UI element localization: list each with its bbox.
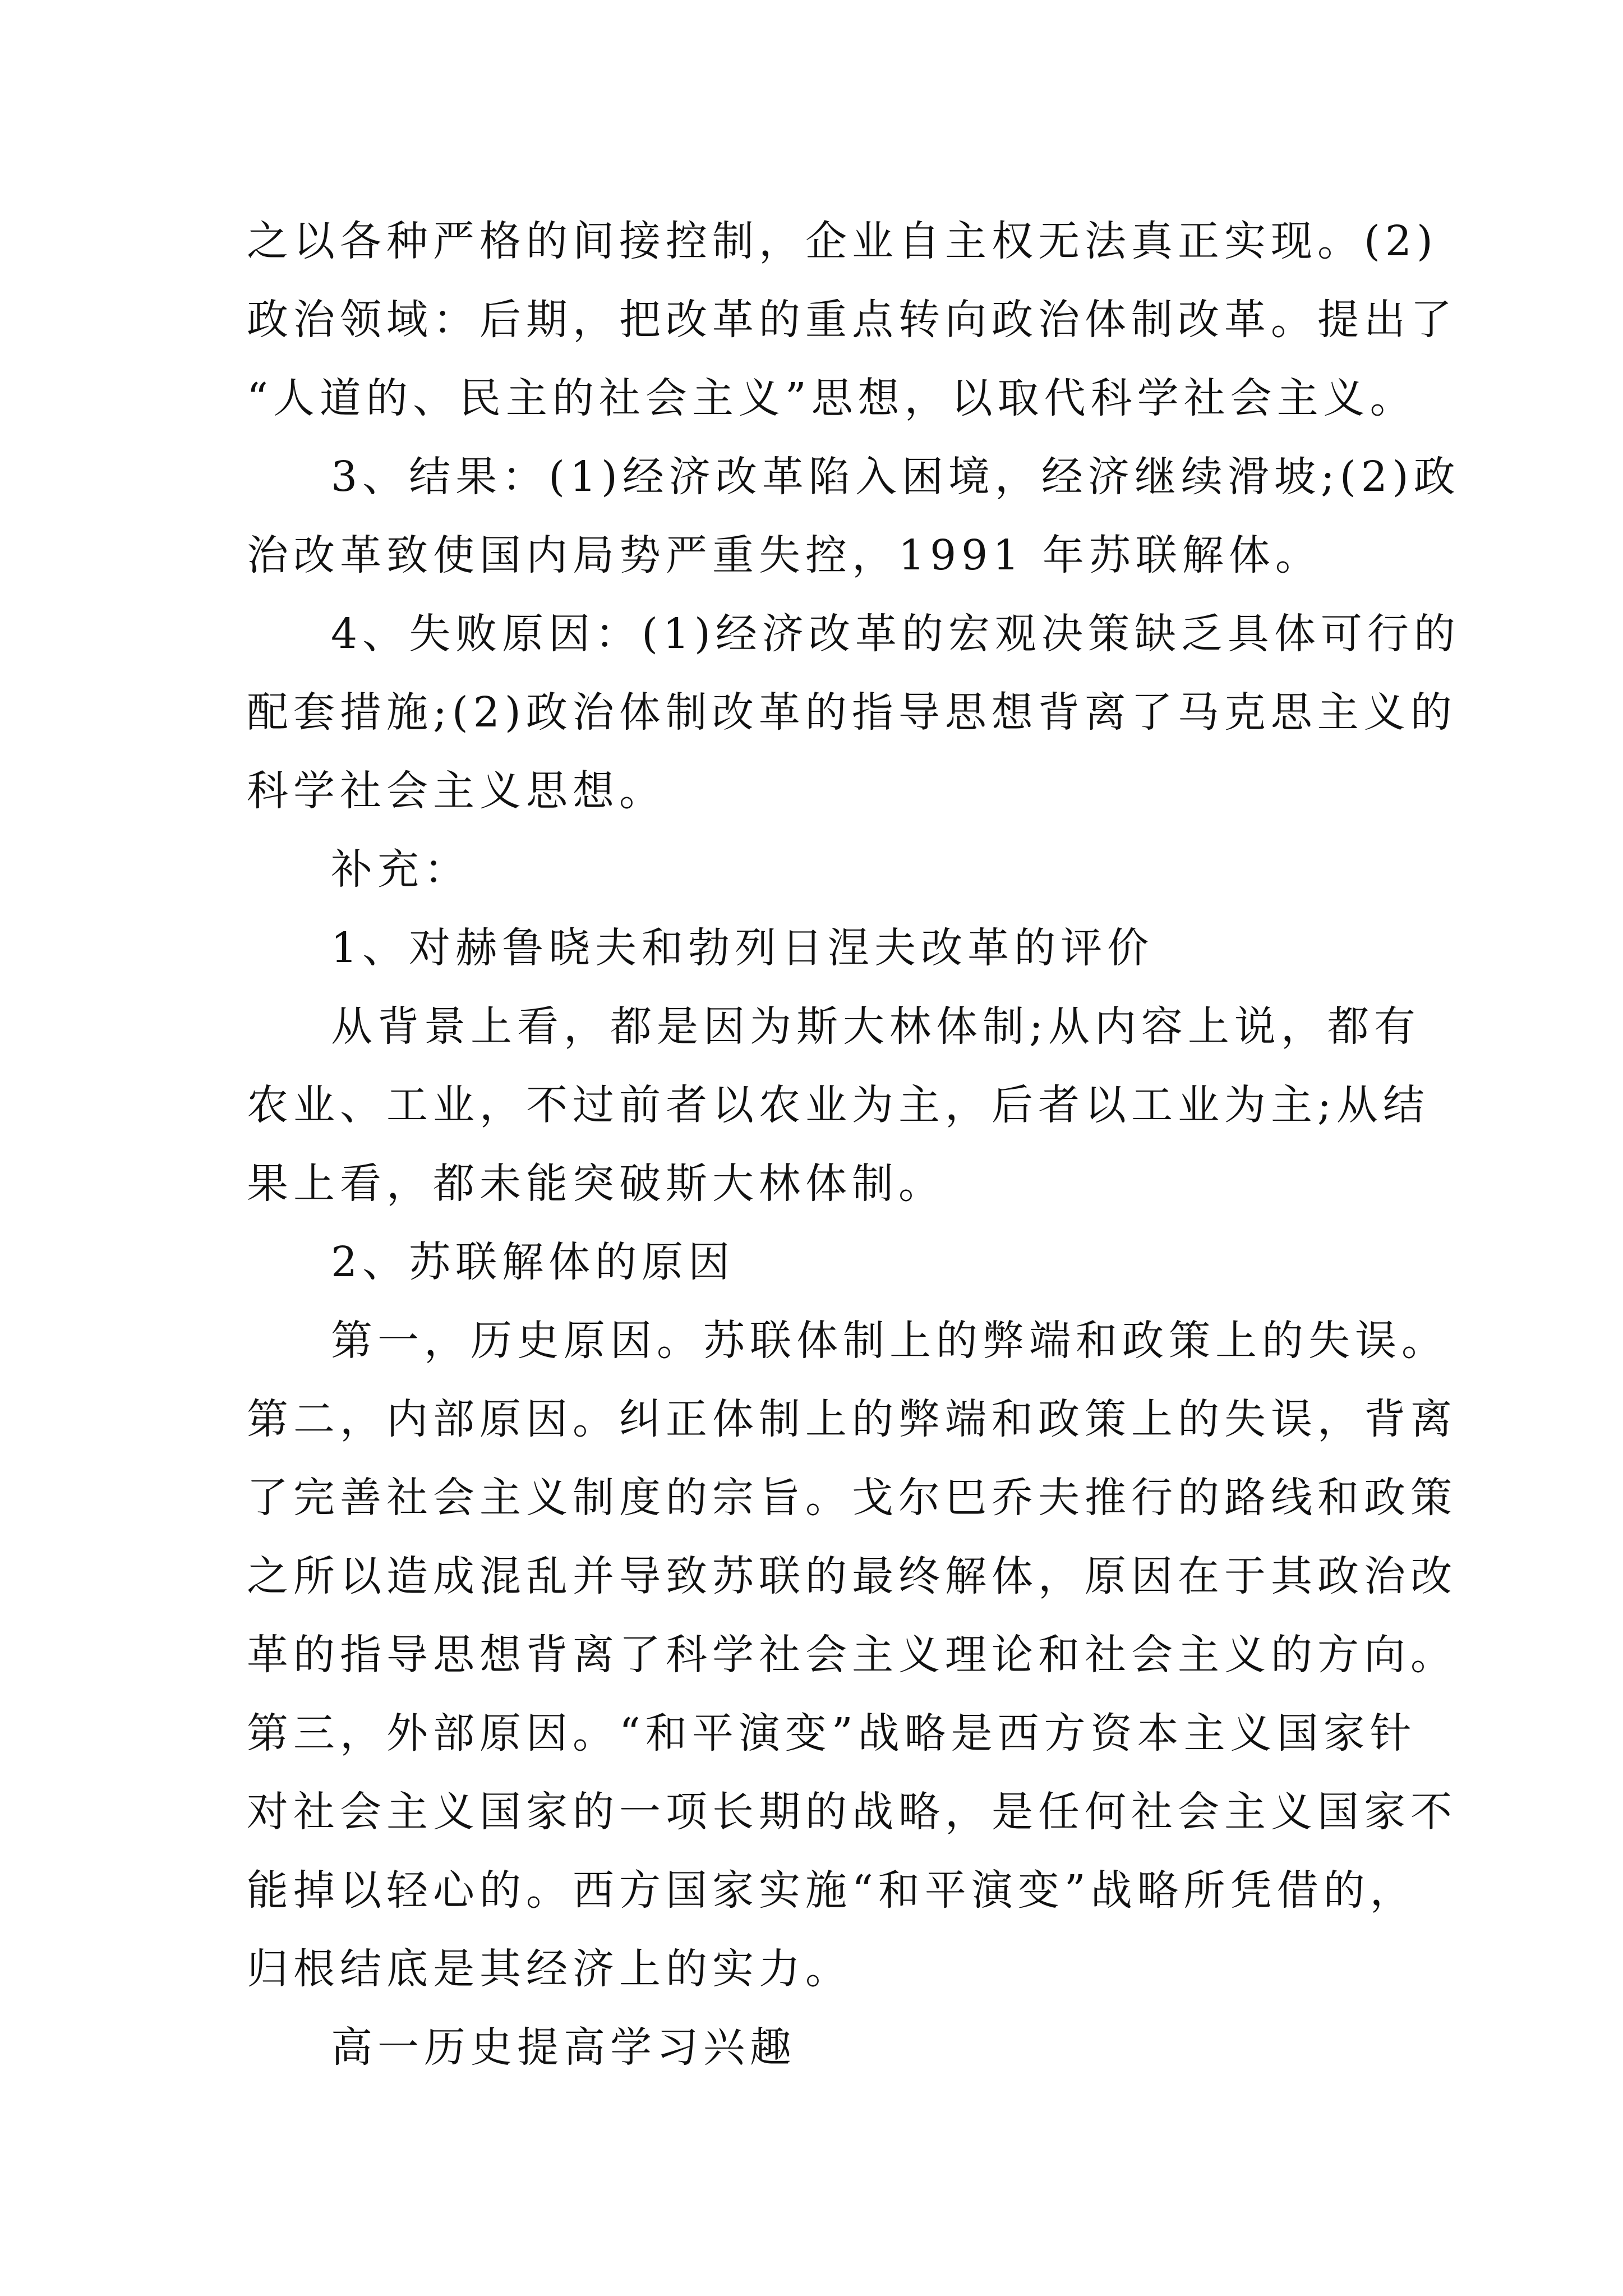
body-text-line: 农业、工业，不过前者以农业为主，后者以工业为主;从结: [247, 1081, 1430, 1129]
body-text-line: 能掉以轻心的。西方国家实施“和平演变”战略所凭借的，: [247, 1866, 1417, 1915]
result-paragraph-line: 3、结果：(1)经济改革陷入困境，经济继续滑坡;(2)政: [331, 453, 1460, 501]
failure-reason-line: 配套措施;(2)政治体制改革的指导思想背离了马克思主义的: [247, 688, 1457, 737]
body-text-line: 了完善社会主义制度的宗旨。戈尔巴乔夫推行的路线和政策: [247, 1474, 1457, 1522]
body-text-line: 归根结底是其经济上的实力。: [247, 1945, 852, 1993]
body-text-line: “人道的、民主的社会主义”思想，以取代科学社会主义。: [247, 374, 1417, 422]
failure-reason-line: 4、失败原因：(1)经济改革的宏观决策缺乏具体可行的: [331, 610, 1460, 658]
body-text-line: 之以各种严格的间接控制，企业自主权无法真正实现。(2): [247, 217, 1438, 265]
failure-reason-line: 科学社会主义思想。: [247, 767, 666, 815]
body-text-line: 果上看，都未能突破斯大林体制。: [247, 1159, 945, 1208]
body-text-line: 政治领域：后期，把改革的重点转向政治体制改革。提出了: [247, 296, 1457, 344]
body-text-line: 第三，外部原因。“和平演变”战略是西方资本主义国家针: [247, 1709, 1417, 1757]
body-text-line: 对社会主义国家的一项长期的战略，是任何社会主义国家不: [247, 1788, 1457, 1836]
body-text-line: 革的指导思想背离了科学社会主义理论和社会主义的方向。: [247, 1631, 1457, 1679]
body-text-line: 第二，内部原因。纠正体制上的弊端和政策上的失误，背离: [247, 1395, 1457, 1443]
section-heading: 2、苏联解体的原因: [331, 1238, 735, 1286]
body-text-line: 第一，历史原因。苏联体制上的弊端和政策上的失误。: [331, 1317, 1448, 1365]
supplement-heading: 补充：: [331, 845, 471, 894]
result-paragraph-line: 治改革致使国内局势严重失控，1991 年苏联解体。: [247, 531, 1322, 579]
section-heading: 1、对赫鲁晓夫和勃列日涅夫改革的评价: [331, 924, 1154, 972]
document-body: [247, 202, 1460, 2087]
body-text-line: 从背景上看，都是因为斯大林体制;从内容上说，都有: [331, 1002, 1421, 1051]
closing-title: 高一历史提高学习兴趣: [331, 2023, 796, 2072]
body-text-line: 之所以造成混乱并导致苏联的最终解体，原因在于其政治改: [247, 1552, 1457, 1600]
